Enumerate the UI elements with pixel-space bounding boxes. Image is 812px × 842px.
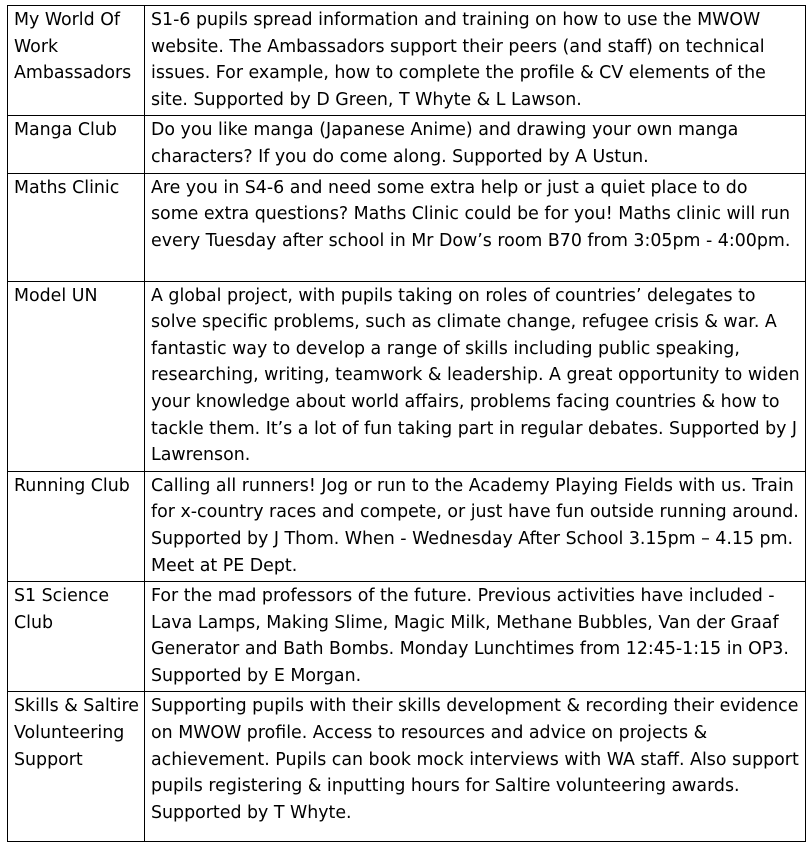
club-name: Maths Clinic: [8, 173, 145, 281]
club-description: A global project, with pupils taking on roles of countries’ delegates to solve specific problems, such as climate change, refugee crisis & war. A fantastic way to develop a range of skills including public speaking, researching, writing, teamwork & leadership. A great opportunity to widen your knowledge about world affairs, problems facing countries & how to tackle them. It’s a lot of fun taking part in regular debates. Supported by J Lawrenson.: [145, 281, 806, 471]
club-description: Supporting pupils with their skills development & recording their evidence on MWOW profile. Access to resources and advice on projects & achievement. Pupils can book mock interviews with WA staff. Also support pupils registering & inputting hours for Saltire volunteering awards. Supported by T Whyte.: [145, 692, 806, 842]
club-name: Model UN: [8, 281, 145, 471]
club-description: For the mad professors of the future. Previous activities have included - Lava Lamps, Making Slime, Magic Milk, Methane Bubbles, Van der Graaf Generator and Bath Bombs. Monday Lunchtimes from 12:45-1:15 in OP3. Supported by E Morgan.: [145, 582, 806, 692]
club-name: My World Of Work Ambassadors: [8, 6, 145, 116]
clubs-table: [7, 5, 806, 842]
club-name: Manga Club: [8, 116, 145, 173]
table-row: [8, 6, 806, 116]
table-row: [8, 173, 806, 281]
club-description: S1-6 pupils spread information and training on how to use the MWOW website. The Ambassadors support their peers (and staff) on technical issues. For example, how to complete the profile & CV elements of the site. Supported by D Green, T Whyte & L Lawson.: [145, 6, 806, 116]
club-description: Calling all runners! Jog or run to the Academy Playing Fields with us. Train for x-country races and compete, or just have fun outside running around. Supported by J Thom. When - Wednesday After School 3.15pm – 4.15 pm. Meet at PE Dept.: [145, 471, 806, 581]
table-row: [8, 692, 806, 842]
club-name: Skills & Saltire Volunteering Support: [8, 692, 145, 842]
table-row: [8, 582, 806, 692]
club-name: Running Club: [8, 471, 145, 581]
table-row: [8, 116, 806, 173]
club-name: S1 Science Club: [8, 582, 145, 692]
table-row: [8, 281, 806, 471]
club-description: Are you in S4-6 and need some extra help or just a quiet place to do some extra questions? Maths Clinic could be for you! Maths clinic will run every Tuesday after school in Mr Dow’s room B70 from 3:05pm - 4:00pm.: [145, 173, 806, 281]
table-row: [8, 471, 806, 581]
club-description: Do you like manga (Japanese Anime) and drawing your own manga characters? If you do come along. Supported by A Ustun.: [145, 116, 806, 173]
